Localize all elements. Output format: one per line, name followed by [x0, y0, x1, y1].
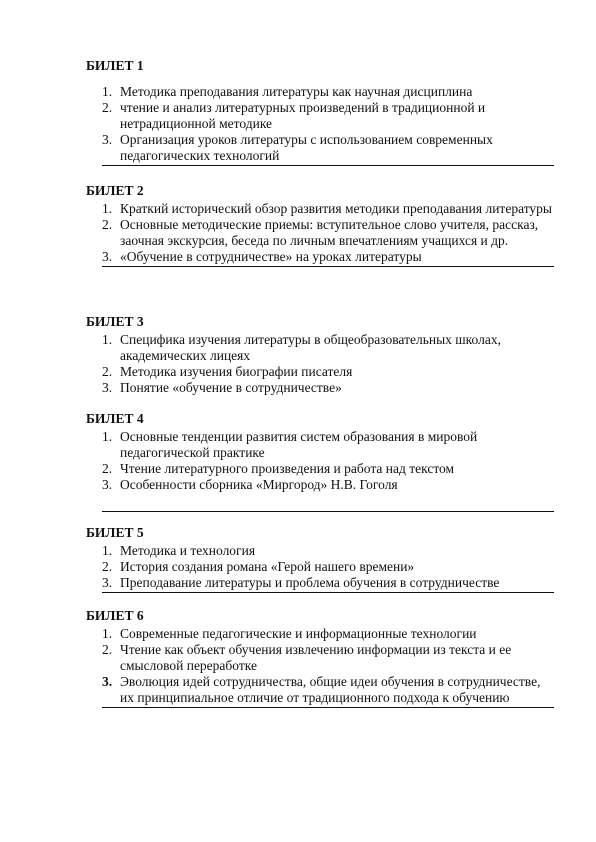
question-item [102, 575, 554, 591]
question-item [102, 461, 554, 477]
question-number: 1. [102, 429, 113, 444]
question-number: 1. [102, 332, 113, 347]
question-number: 3. [102, 132, 113, 147]
question-number: 2. [102, 364, 113, 379]
ticket-title: БИЛЕТ 4 [86, 411, 144, 426]
ticket-4 [86, 411, 554, 512]
question-item [102, 132, 554, 164]
question-number: 2. [102, 217, 113, 232]
question-text: История создания романа «Герой нашего времени» [120, 559, 415, 574]
question-text: Основные методические приемы: вступительное слово учителя, рассказ, заочная экскурсия, беседа по личным впечатлениям учащихся и др. [120, 217, 539, 248]
question-text: Методика изучения биографии писателя [120, 364, 353, 379]
question-text: «Обучение в сотрудничестве» на уроках литературы [120, 249, 422, 264]
question-text: Чтение литературного произведения и работа над текстом [120, 461, 455, 476]
ticket-questions [86, 543, 554, 591]
question-text: Преподавание литературы и проблема обучения в сотрудничестве [120, 575, 500, 590]
question-number: 1. [102, 84, 113, 99]
question-item [102, 543, 554, 559]
question-item [102, 559, 554, 575]
question-item [102, 100, 554, 132]
question-number: 3. [102, 380, 113, 395]
question-text: Организация уроков литературы с использованием современных педагогических технологий [120, 132, 493, 163]
separator-line [102, 707, 554, 708]
question-item [102, 84, 554, 100]
ticket-title: БИЛЕТ 5 [86, 525, 144, 540]
ticket-title: БИЛЕТ 3 [86, 314, 144, 329]
question-text: Основные тенденции развития систем образования в мировой педагогической практике [120, 429, 478, 460]
ticket-6 [86, 608, 554, 708]
question-text: Специфика изучения литературы в общеобразовательных школах, академических лицеях [120, 332, 501, 363]
ticket-title: БИЛЕТ 2 [86, 183, 144, 198]
ticket-3 [86, 314, 554, 396]
question-number: 3. [102, 674, 113, 689]
question-number: 2. [102, 461, 113, 476]
question-item [102, 674, 554, 706]
question-text: Эволюция идей сотрудничества, общие идеи обучения в сотрудничестве, их принципиальное отличие от традиционного подхода к обучению [120, 674, 541, 705]
ticket-5 [86, 525, 554, 593]
question-item [102, 626, 554, 642]
separator-line [102, 165, 554, 166]
question-number: 3. [102, 249, 113, 264]
question-item [102, 217, 554, 249]
question-text: Методика преподавания литературы как научная дисциплина [120, 84, 473, 99]
question-item [102, 380, 554, 396]
question-number: 1. [102, 543, 113, 558]
separator-line [102, 592, 554, 593]
ticket-questions [86, 84, 554, 164]
separator-line [102, 266, 554, 267]
question-item [102, 364, 554, 380]
question-item [102, 332, 554, 364]
ticket-questions [86, 429, 554, 493]
ticket-questions [86, 332, 554, 396]
question-item [102, 477, 554, 493]
question-text: Чтение как объект обучения извлечению информации из текста и ее смысловой переработке [120, 642, 512, 673]
question-number: 2. [102, 642, 113, 657]
question-text: Понятие «обучение в сотрудничестве» [120, 380, 342, 395]
question-text: Методика и технология [120, 543, 256, 558]
ticket-questions [86, 201, 554, 265]
ticket-questions [86, 626, 554, 706]
question-item [102, 429, 554, 461]
question-number: 1. [102, 626, 113, 641]
question-item [102, 201, 554, 217]
question-number: 1. [102, 201, 113, 216]
question-text: Особенности сборника «Миргород» Н.В. Гоголя [120, 477, 398, 492]
question-text: Краткий исторический обзор развития методики преподавания литературы [120, 201, 553, 216]
ticket-title: БИЛЕТ 1 [86, 58, 144, 73]
question-text: Современные педагогические и информационные технологии [120, 626, 477, 641]
question-text: чтение и анализ литературных произведений в традиционной и нетрадиционной методике [120, 100, 486, 131]
separator-line [102, 511, 554, 512]
question-number: 2. [102, 100, 113, 115]
question-item [102, 249, 554, 265]
question-number: 3. [102, 477, 113, 492]
question-item [102, 642, 554, 674]
ticket-2 [86, 183, 554, 267]
ticket-1 [86, 58, 554, 166]
ticket-title: БИЛЕТ 6 [86, 608, 144, 623]
question-number: 2. [102, 559, 113, 574]
question-number: 3. [102, 575, 113, 590]
